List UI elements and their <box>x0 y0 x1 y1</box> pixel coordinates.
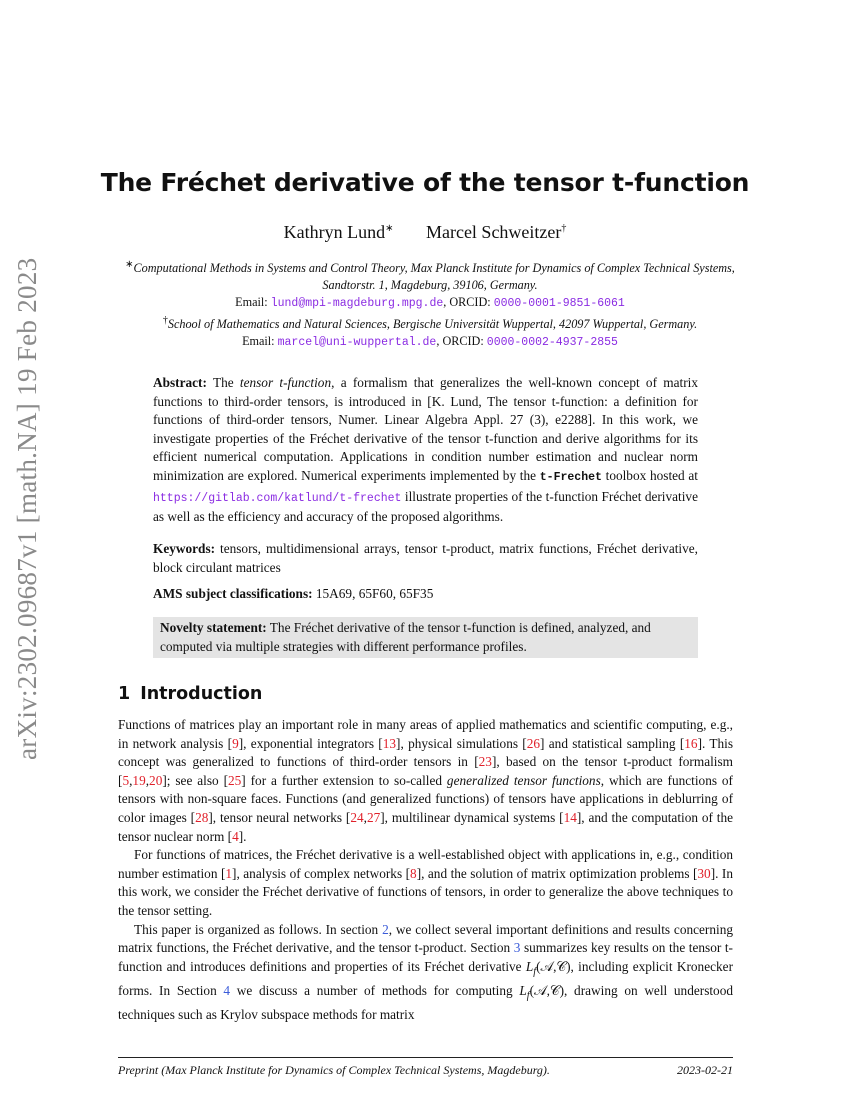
citation-link[interactable]: 16 <box>684 735 698 751</box>
hyperlink[interactable]: 2 <box>382 921 389 937</box>
email-link[interactable]: marcel@uni-wuppertal.de <box>277 336 437 350</box>
text-run: ] and statistical sampling [ <box>540 735 685 751</box>
text-run: ], and the solution of matrix optimization problems [ <box>416 865 698 881</box>
ams-text: 15A69, 65F60, 65F35 <box>312 586 434 601</box>
hyperlink[interactable]: https://gitlab.com/katlund/t-frechet <box>153 491 402 505</box>
aff-mark: † <box>162 315 168 327</box>
aff-text: Computational Methods in Systems and Control Theory, Max Planck Institute for Dynamics of Complex Technical Systems, Sandtorstr. 1, Magdeburg, 39106, Germany. <box>133 261 735 293</box>
affiliation <box>110 256 750 294</box>
citation-link[interactable]: 20 <box>149 772 163 788</box>
section-title: Introduction <box>140 684 263 704</box>
citation-link[interactable]: 8 <box>410 865 417 881</box>
text-run: ], analysis of complex networks [ <box>232 865 411 881</box>
citation-link[interactable]: 26 <box>526 735 541 751</box>
citation-link[interactable]: 28 <box>195 809 209 825</box>
emphasis: L <box>519 982 527 998</box>
citation-link[interactable]: 23 <box>478 754 492 770</box>
citation-link[interactable]: 1 <box>225 865 233 881</box>
affiliations <box>110 256 750 351</box>
abstract-text <box>153 375 698 524</box>
paragraph <box>118 716 733 846</box>
text-run: (𝒜,𝒞), drawing on well understood techniques such as Krylov subspace methods for matrix <box>118 982 734 1023</box>
text-run: ]. In this work, we consider the Fréchet derivative of functions of tensors, in order to generalize the above techniques to the tensor setting. <box>118 865 734 918</box>
code-text: t-Frechet <box>539 470 602 484</box>
text-run: ], exponential integrators [ <box>238 735 383 751</box>
subscript: f <box>533 966 537 978</box>
novelty-text: The Fréchet derivative of the tensor t-function is defined, analyzed, and computed via multiple strategies with different performance profiles. <box>160 620 651 654</box>
paper-title: The Fréchet derivative of the tensor t-function <box>100 168 750 197</box>
emphasis: tensor t-function <box>239 375 332 390</box>
author-name: Marcel Schweitzer <box>425 222 562 242</box>
text-run: ]. <box>238 828 247 844</box>
aff-contact <box>110 333 750 351</box>
text-run: , <box>145 772 150 788</box>
text-run: ], physical simulations [ <box>396 735 527 751</box>
text-run: we discuss a number of methods for computing <box>230 982 520 998</box>
novelty-statement <box>153 617 698 658</box>
aff-contact <box>110 294 750 312</box>
text-run: summarizes key results on the tensor t-function and introduces definitions and properties of its Fréchet derivative <box>118 940 733 974</box>
citation-link[interactable]: 25 <box>228 772 242 788</box>
email-label: Email: <box>242 334 275 349</box>
arxiv-stamp: arXiv:2302.09687v1 [math.NA] 19 Feb 2023 <box>12 257 42 760</box>
footer-rule <box>118 1057 733 1058</box>
text-run: ], and the computation of the tensor nuclear norm [ <box>118 809 733 844</box>
footer-left: Preprint (Max Planck Institute for Dynamics of Complex Technical Systems, Magdeburg). <box>118 1063 550 1077</box>
text-run: , we collect several important definitions and results concerning matrix functions, the Fréchet derivative, and the tensor t-product. Section <box>118 921 734 956</box>
text-run: This paper is organized as follows. In section <box>134 921 383 937</box>
text-run: ], tensor neural networks [ <box>208 809 351 825</box>
keywords-text: tensors, multidimensional arrays, tensor t-product, matrix functions, Fréchet derivative, block circulant matrices <box>153 541 698 575</box>
hyperlink[interactable]: 4 <box>223 982 231 998</box>
keywords-label: Keywords: <box>153 541 216 556</box>
citation-link[interactable]: 19 <box>132 772 146 788</box>
text-run: Functions of matrices play an important role in many areas of applied mathematics and scientific computing, e.g., in network analysis [ <box>118 717 733 751</box>
keywords <box>153 540 698 577</box>
text-run: ], based on the tensor t-product formalism [ <box>118 754 733 788</box>
text-run: ]; see also [ <box>162 772 228 788</box>
citation-link[interactable]: 27 <box>366 809 381 825</box>
email-link[interactable]: lund@mpi-magdeburg.mpg.de <box>270 297 444 311</box>
paragraph <box>118 846 733 920</box>
abstract <box>153 374 698 527</box>
subscript: f <box>526 990 530 1002</box>
ams-label: AMS subject classifications: <box>153 586 313 601</box>
text-run: , <box>363 809 367 825</box>
email-label: Email: <box>235 295 268 310</box>
body-text <box>118 716 733 1025</box>
abstract-label: Abstract: <box>153 375 207 390</box>
orcid-label: , ORCID: <box>443 295 491 310</box>
author-list <box>0 222 850 243</box>
author-mark: ∗ <box>385 223 394 234</box>
text-run: ]. This concept was generalized to functions of third-order tensors in [ <box>118 735 734 770</box>
text-run: ] for a further extension to so-called <box>241 772 447 788</box>
emphasis: generalized tensor functions <box>446 772 601 788</box>
text-run: , which are functions of tensors with non-square faces. Functions (and generalized functions) of tensors have applications in deblurring of color images [ <box>118 772 733 825</box>
emphasis: L <box>525 958 534 974</box>
orcid-link[interactable]: 0000-0001-9851-6061 <box>493 297 625 311</box>
citation-link[interactable]: 24 <box>350 809 364 825</box>
aff-text: School of Mathematics and Natural Sciences, Bergische Universität Wuppertal, 42097 Wuppertal, Germany. <box>167 317 698 332</box>
author <box>284 222 394 242</box>
text-run: toolbox hosted at <box>601 467 698 483</box>
text-run: , a formalism that generalizes the well-known concept of matrix functions to third-order tensors, is introduced in [K. Lund, The tensor t-function: a definition for functions of third-order tensors, Numer. Linear Algebra Appl. 27 (3), e2288]. In this work, we investigate properties of the Fréchet derivative of the tensor t-function and derive algorithms for its efficient numerical computation. Applications in condition number estimation and nuclear norm minimization are explored. Numerical experiments implemented by the <box>153 375 698 483</box>
author-mark: † <box>561 223 567 234</box>
text-run: (𝒜,𝒞), including explicit Kronecker forms. In Section <box>118 958 733 998</box>
aff-mark: ∗ <box>125 259 134 270</box>
affiliation <box>110 312 750 333</box>
citation-link[interactable]: 5 <box>122 772 130 788</box>
text-run: The <box>206 375 240 390</box>
author-name: Kathryn Lund <box>283 222 386 242</box>
author <box>426 222 566 242</box>
citation-link[interactable]: 14 <box>563 809 577 825</box>
section-number: 1 <box>118 684 131 704</box>
citation-link[interactable]: 30 <box>697 865 711 881</box>
hyperlink[interactable]: 3 <box>513 940 521 956</box>
novelty-label: Novelty statement: <box>160 620 267 635</box>
section-heading <box>118 684 272 704</box>
text-run: , <box>129 772 133 788</box>
citation-link[interactable]: 4 <box>232 828 239 844</box>
citation-link[interactable]: 9 <box>232 735 239 751</box>
paragraph <box>118 921 733 1025</box>
text-run: ], multilinear dynamical systems [ <box>380 809 564 825</box>
footer <box>118 1063 733 1078</box>
footer-date: 2023-02-21 <box>677 1063 733 1077</box>
citation-link[interactable]: 13 <box>382 735 397 751</box>
orcid-label: , ORCID: <box>436 334 484 349</box>
text-run: illustrate properties of the t-function Fréchet derivative as well as the efficiency and accuracy of the proposed algorithms. <box>153 488 698 525</box>
ams-classification <box>153 585 698 604</box>
orcid-link[interactable]: 0000-0002-4937-2855 <box>486 336 618 350</box>
text-run: For functions of matrices, the Fréchet derivative is a well-established object with applications in, e.g., condition number estimation [ <box>118 847 733 881</box>
